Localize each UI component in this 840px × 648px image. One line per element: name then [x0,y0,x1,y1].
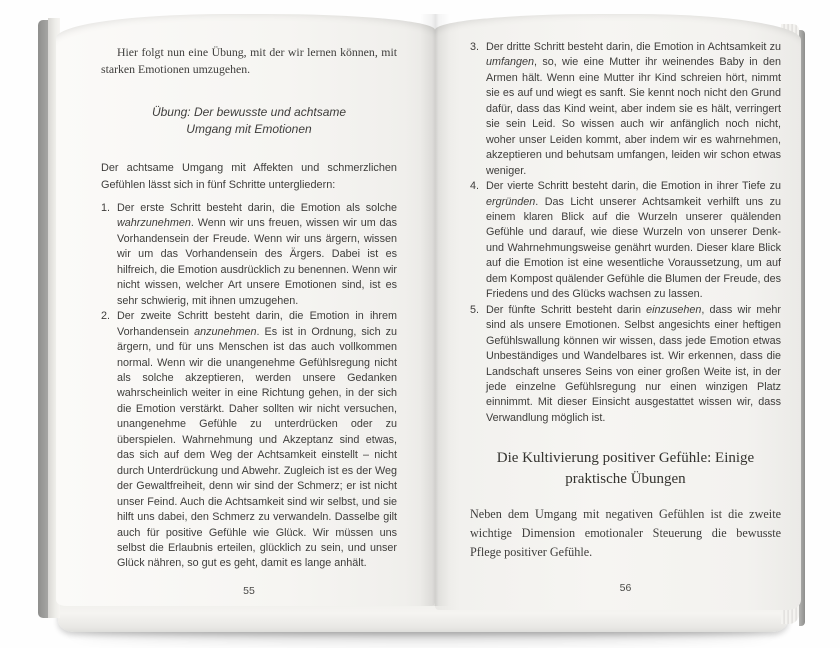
step-number: 3. [470,41,480,53]
book-gutter-shadow [420,14,450,606]
steps-list-right [470,40,781,426]
step-text: Der erste Schritt besteht darin, die Emotion als solche wahrzunehmen. Wenn wir uns freuen, wissen wir um das Vorhandensein der Freude. Wenn wir uns ärgern, wissen wir um das Vorhandensein des Ärgers. Dabei ist es hilfreich, die Emotion ausdrücklich zu benennen. Wenn wir nicht wissen, welcher Art unsere Emotionen sind, ist es sehr schwierig, mit ihnen umzugehen. [117,202,397,307]
exercise-heading: Übung: Der bewusste und achtsame Umgang mit Emotionen [151,105,347,136]
step-text: Der dritte Schritt besteht darin, die Emotion in Achtsamkeit zu umfangen, so, wie eine Mutter ihr weinendes Baby in den Armen hält. Wenn eine Mutter ihr Kind schreien hört, nimmt sie es auf und wiegt es sanft. Sie kennt noch nicht den Grund dafür, dass das Kind weint, aber indem sie es hält, verringert sie sein Leid. So wissen auch wir anfänglich noch nicht, woher unser Leiden kommt, aber indem wir es wahrnehmen, akzeptieren und behutsam umfangen, leiden wir schon etwas weniger. [486,41,781,177]
section-heading: Die Kultivierung positiver Gefühle: Einige praktische Übungen [496,450,755,488]
section-paragraph: Neben dem Umgang mit negativen Gefühlen ist die zweite wichtige Dimension emotionaler Steuerung die bewusste Pflege positiver Gefühle. [470,507,781,559]
step-text: Der zweite Schritt besteht darin, die Emotion in ihrem Vorhandensein anzunehmen. Es ist in Ordnung, sich zu ärgern, und für uns Menschen ist das auch vollkommen normal. Wenn wir die unangenehme Gefühlsregung nicht als solche akzeptieren, werden unsere Gedanken wahrscheinlich weiter in eine Richtung gehen, in der sich die Emotion verstärkt. Daher sollten wir nicht versuchen, unangenehme Gefühle zu unterdrücken oder zu überspielen. Wahrnehmung und Akzeptanz sind etwas, das sich auf dem Weg der Achtsamkeit einstellt – nicht durch Unterdrückung und Abwehr. Zugleich ist es der Weg der Gewaltfreiheit, denn wir sind der Schmerz; er ist nicht unser Feind. Auch die Achtsamkeit sind wir selbst, und sie hilft uns dabei, den Schmerz zu verwandeln. Dasselbe gilt auch für positive Gefühle wie Glück. Wir müssen uns selbst die Erlaubnis erteilen, glücklich zu sein, und unser Glück nähren, so gut es geht, damit es lange anhält. [117,310,397,570]
page-number-right: 56 [619,582,632,594]
step-text: Der fünfte Schritt besteht darin einzusehen, dass wir mehr sind als unsere Emotionen. Selbst angesichts einer heftigen Gefühlswallung können wir wissen, dass jede Emotion etwas Unbeständiges und Wandelbares ist. Wir erkennen, dass die Landschaft unseres Seins von einer großen Weite ist, in der jede einzelne Gefühlsregung nur einen winzigen Platz einnimmt. Mit dieser Einsicht ausgestattet wissen wir, dass Verwandlung möglich ist. [486,303,781,424]
right-page-content [470,40,781,561]
left-page-content [101,44,397,572]
list-item [101,201,397,309]
book-cover-left-edge [38,20,48,618]
step-number: 4. [470,180,480,193]
steps-list-left [101,201,397,572]
step-number: 1. [101,202,111,214]
page-number-left: 55 [243,585,255,597]
step-text: Der vierte Schritt besteht darin, die Emotion in ihrer Tiefe zu ergründen. Das Licht unserer Achtsamkeit verhilft uns zu einem klaren Blick auf die Wurzeln unserer quälenden Gefühle und darauf, wie diese Wurzeln von unserer Denk- und Wahrnehmungsweise genährt wurden. Dieser klare Blick auf die Emotion ist eine wesentliche Voraussetzung, um auf dem Kompost quälender Gefühle die Blumen der Freude, des Friedens und des Glücks wachsen zu lassen. [486,180,781,301]
list-item [470,179,781,303]
list-item [470,303,781,427]
step-number: 2. [101,310,111,323]
list-item [470,40,781,179]
steps-intro-paragraph: Der achtsame Umgang mit Affekten und schmerzlichen Gefühlen lässt sich in fünf Schritte untergliedern: [101,162,397,191]
step-number: 5. [470,303,480,316]
intro-paragraph: Hier folgt nun eine Übung, mit der wir lernen können, mit starken Emotionen umzugehen. [101,45,397,76]
list-item [101,309,397,572]
